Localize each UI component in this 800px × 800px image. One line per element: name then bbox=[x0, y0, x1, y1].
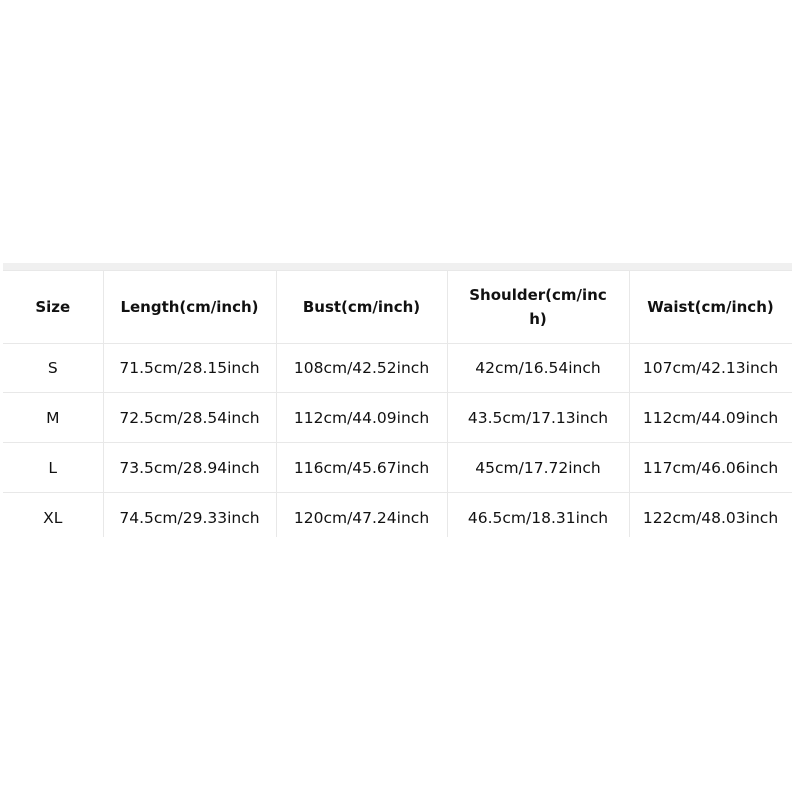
cell-bust: 108cm/42.52inch bbox=[276, 344, 447, 393]
cell-waist: 117cm/46.06inch bbox=[629, 443, 792, 493]
table-header-row bbox=[3, 271, 792, 344]
header-bust: Bust(cm/inch) bbox=[276, 271, 447, 344]
cell-bust: 116cm/45.67inch bbox=[276, 443, 447, 493]
header-size: Size bbox=[3, 271, 103, 344]
header-length: Length(cm/inch) bbox=[103, 271, 276, 344]
table-row bbox=[3, 493, 792, 538]
size-chart-container bbox=[3, 263, 792, 537]
cell-length: 74.5cm/29.33inch bbox=[103, 493, 276, 538]
table-row bbox=[3, 344, 792, 393]
cell-waist: 107cm/42.13inch bbox=[629, 344, 792, 393]
cell-shoulder: 42cm/16.54inch bbox=[447, 344, 629, 393]
cell-waist: 112cm/44.09inch bbox=[629, 393, 792, 443]
cell-size: M bbox=[3, 393, 103, 443]
cell-waist: 122cm/48.03inch bbox=[629, 493, 792, 538]
cell-size: XL bbox=[3, 493, 103, 538]
cell-shoulder: 43.5cm/17.13inch bbox=[447, 393, 629, 443]
header-shoulder: Shoulder(cm/inch) bbox=[447, 271, 629, 344]
size-chart-table bbox=[3, 270, 792, 537]
cell-size: L bbox=[3, 443, 103, 493]
table-row bbox=[3, 443, 792, 493]
cell-bust: 120cm/47.24inch bbox=[276, 493, 447, 538]
header-waist: Waist(cm/inch) bbox=[629, 271, 792, 344]
cell-shoulder: 46.5cm/18.31inch bbox=[447, 493, 629, 538]
cell-length: 73.5cm/28.94inch bbox=[103, 443, 276, 493]
cell-bust: 112cm/44.09inch bbox=[276, 393, 447, 443]
cell-shoulder: 45cm/17.72inch bbox=[447, 443, 629, 493]
cell-size: S bbox=[3, 344, 103, 393]
cell-length: 71.5cm/28.15inch bbox=[103, 344, 276, 393]
table-row bbox=[3, 393, 792, 443]
cell-length: 72.5cm/28.54inch bbox=[103, 393, 276, 443]
